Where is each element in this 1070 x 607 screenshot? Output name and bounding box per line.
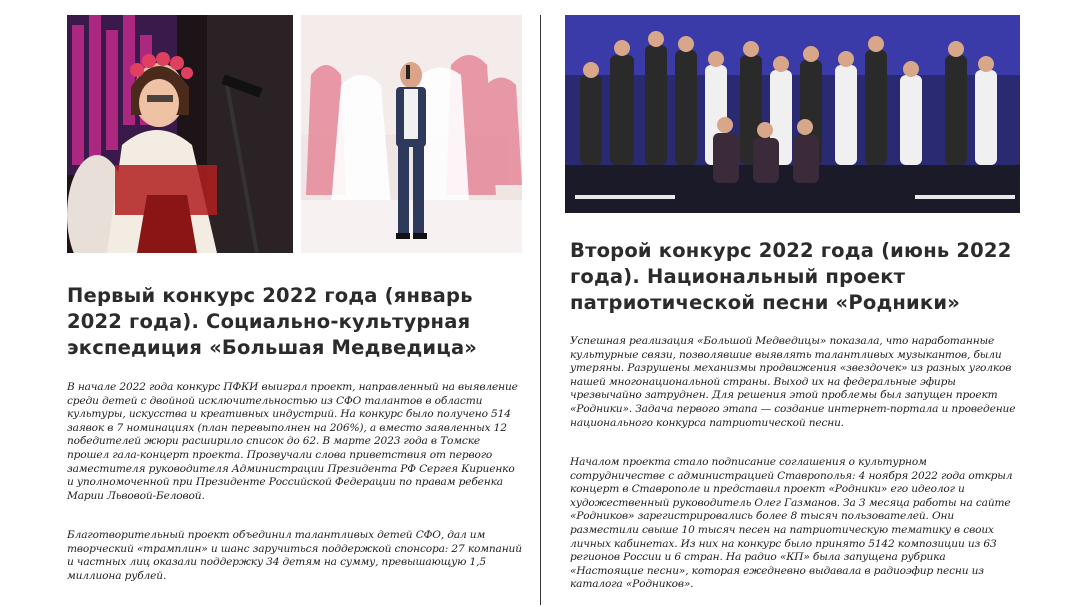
paragraph-second-contest-result: Началом проекта стало подписание соглашения о культурном сотрудничестве с администрацией Ставрополья: 4 ноября 2022 года открыл концерт в Ставрополе и представил проект «Родники» его идеолог и художественный руководитель Олег Газманов. За 3 месяца работы на сайте «Родников» зарегистрировались более 8 тысяч пользователей. Они разместили свыше 10 тысяч песен на патриотическую тематику в своих личных кабинетах. Из них на конкурс было принято 5142 композиции из 63 регионов России и 6 стран. На радио «КП» была запущена рубрика «Настоящие песни», которая ежедневно выдавала в радиоэфир песни из каталога «Родников». xyxy=(570,456,1013,591)
photo-group-audience xyxy=(565,15,1020,213)
heading-second-contest: Второй конкурс 2022 года (июнь 2022 года). Национальный проект патриотической песни «Родники» xyxy=(570,239,1012,314)
heading-first-contest: Первый конкурс 2022 года (январь 2022 года). Социально-культурная экспедиция «Большая Медведица» xyxy=(67,284,478,359)
paragraph-second-contest-description: Успешная реализация «Большой Медведицы» показала, что наработанные культурные связи, позволявшие выявлять талантливых музыкантов, были утеряны. Разрушены механизмы продвижения «звездочек» из разных уголков нашей многонациональной страны. Выход их на федеральные эфиры чрезвычайно затруднен. Для решения этой проблемы был запущен проект «Родники». Задача первого этапа — создание интернет-портала и проведение национального конкурса патриотической песни. xyxy=(570,335,1016,429)
paragraph-first-contest-description: В начале 2022 года конкурс ПФКИ выиграл проект, направленный на выявление среди детей с двойной исключительностью из СФО талантов в области культуры, искусства и креативных индустрий. На конкурс было получено 514 заявок в 7 номинациях (план перевыполнен на 206%), а вместо заявленных 12 победителей жюри расширило список до 62. В марте 2023 года в Томске прошел гала-концерт проекта. Прозвучали слова приветствия от первого заместителя руководителя Администрации Президента РФ Сергея Кириенко и уполномоченной при Президенте Российской Федерации по правам ребенка Марии Львовой-Беловой. xyxy=(67,381,518,502)
column-divider xyxy=(540,15,541,605)
photo-boy-singer xyxy=(301,15,522,253)
photo-girl-singer xyxy=(67,15,293,253)
paragraph-first-contest-result: Благотворительный проект объединил талантливых детей СФО, дал им творческий «трамплин» и шанс заручиться поддержкой спонсора: 27 компаний и частных лиц оказали поддержку 34 детям на сумму, превышающую 1,5 миллиона рублей. xyxy=(67,529,522,582)
